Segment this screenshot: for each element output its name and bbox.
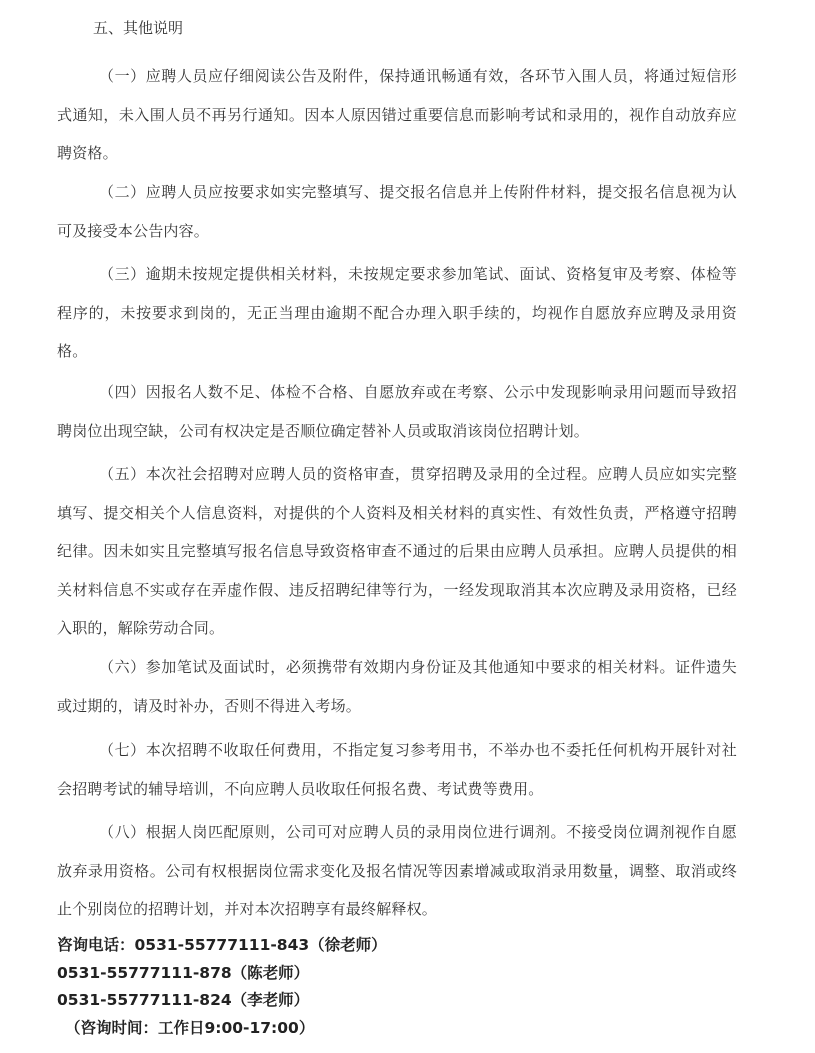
- contact-phone-1: 咨询电话：0531-55777111-843（徐老师）: [57, 936, 387, 954]
- contact-phone-3: 0531-55777111-824（李老师）: [57, 991, 310, 1009]
- contact-info: [57, 932, 387, 1042]
- paragraph-8: （八）根据人岗匹配原则，公司可对应聘人员的录用岗位进行调剂。不接受岗位调剂视作自愿放弃录用资格。公司有权根据岗位需求变化及报名情况等因素增减或取消录用数量，调整、取消或终止个别岗位的招聘计划，并对本次招聘享有最终解释权。: [57, 823, 737, 918]
- paragraph-1: （一）应聘人员应仔细阅读公告及附件，保持通讯畅通有效，各环节入围人员，将通过短信形式通知，未入围人员不再另行通知。因本人原因错过重要信息而影响考试和录用的，视作自动放弃应聘资格。: [57, 67, 737, 162]
- paragraph-3: （三）逾期未按规定提供相关材料，未按规定要求参加笔试、面试、资格复审及考察、体检等程序的，未按要求到岗的，无正当理由逾期不配合办理入职手续的，均视作自愿放弃应聘及录用资格。: [57, 265, 737, 360]
- paragraph-5: （五）本次社会招聘对应聘人员的资格审查，贯穿招聘及录用的全过程。应聘人员应如实完整填写、提交相关个人信息资料，对提供的个人资料及相关材料的真实性、有效性负责，严格遵守招聘纪律。因未如实且完整填写报名信息导致资格审查不通过的后果由应聘人员承担。应聘人员提供的相关材料信息不实或存在弄虚作假、违反招聘纪律等行为，一经发现取消其本次应聘及录用资格，已经入职的，解除劳动合同。: [57, 465, 737, 637]
- section-heading: 五、其他说明: [93, 19, 184, 37]
- paragraph-4: （四）因报名人数不足、体检不合格、自愿放弃或在考察、公示中发现影响录用问题而导致招聘岗位出现空缺，公司有权决定是否顺位确定替补人员或取消该岗位招聘计划。: [57, 383, 737, 440]
- contact-hours: （咨询时间：工作日9:00-17:00）: [65, 1018, 315, 1037]
- contact-phone-2: 0531-55777111-878（陈老师）: [57, 963, 310, 982]
- paragraph-2: （二）应聘人员应按要求如实完整填写、提交报名信息并上传附件材料，提交报名信息视为认可及接受本公告内容。: [57, 183, 737, 240]
- paragraph-7: （七）本次招聘不收取任何费用，不指定复习参考用书，不举办也不委托任何机构开展针对社会招聘考试的辅导培训，不向应聘人员收取任何报名费、考试费等费用。: [57, 741, 737, 798]
- paragraph-6: （六）参加笔试及面试时，必须携带有效期内身份证及其他通知中要求的相关材料。证件遗失或过期的，请及时补办，否则不得进入考场。: [57, 658, 737, 715]
